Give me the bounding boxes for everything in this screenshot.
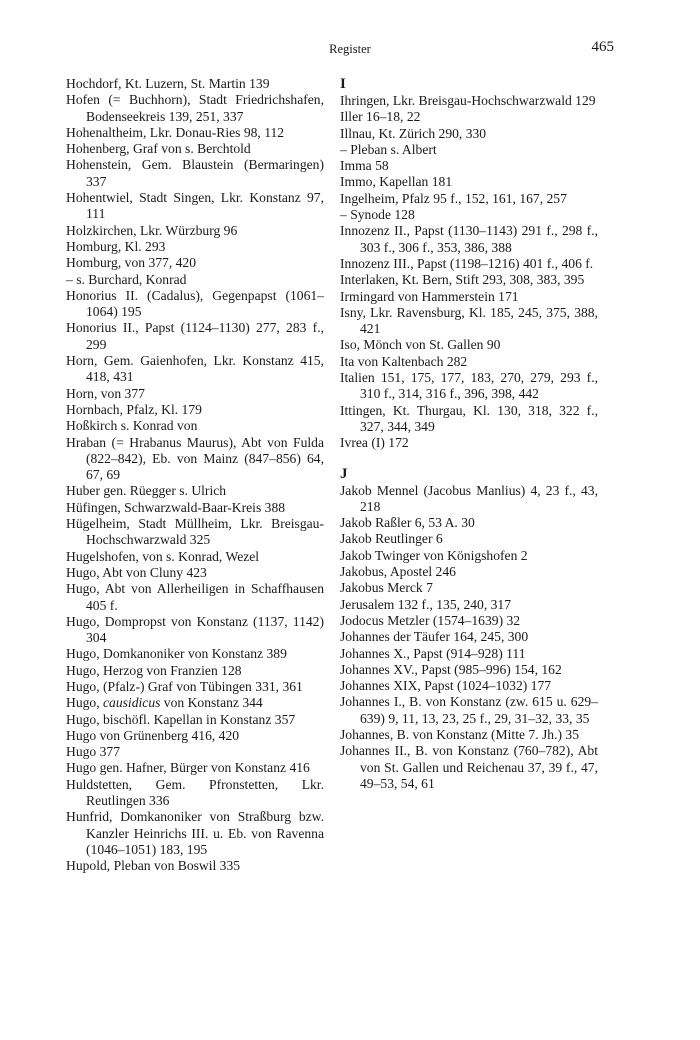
index-entry: Horn, Gem. Gaienhofen, Lkr. Konstanz 415, 418, 431 (66, 353, 324, 385)
index-entry: Italien 151, 175, 177, 183, 270, 279, 293 f., 310 f., 314, 316 f., 396, 398, 442 (340, 370, 598, 402)
index-entry: Homburg, Kl. 293 (66, 238, 166, 254)
index-entry: Johannes, B. von Konstanz (Mitte 7. Jh.) 35 (340, 726, 579, 742)
index-entry: Innozenz II., Papst (1130–1143) 291 f., 298 f., 303 f., 306 f., 353, 386, 388 (340, 223, 598, 255)
index-entry: Jakobus, Apostel 246 (340, 564, 456, 580)
index-column-right (340, 76, 598, 792)
index-entry: Hochdorf, Kt. Luzern, St. Martin 139 (66, 76, 270, 91)
index-entry: Jerusalem 132 f., 135, 240, 317 (340, 596, 512, 612)
index-entry: Hugo gen. Hafner, Bürger von Konstanz 416 (66, 760, 310, 776)
index-entry: Johannes I., B. von Konstanz (zw. 615 u. 629–639) 9, 11, 13, 23, 25 f., 29, 31–32, 33, 35 (340, 694, 598, 726)
index-entry: Innozenz III., Papst (1198–1216) 401 f., 406 f. (340, 255, 594, 271)
index-entry: Hüfingen, Schwarzwald-Baar-Kreis 388 (66, 499, 286, 515)
index-entry: Iller 16–18, 22 (340, 109, 421, 125)
index-entry: Jakob Mennel (Jacobus Manlius) 4, 23 f., 43, 218 (340, 482, 598, 514)
index-entry: Hohenstein, Gem. Blaustein (Bermaringen) 337 (66, 157, 324, 189)
index-entry: Homburg, von 377, 420 (66, 255, 197, 271)
index-entry: Holzkirchen, Lkr. Würzburg 96 (66, 222, 238, 238)
index-entry: Hugo von Grünenberg 416, 420 (66, 727, 240, 743)
index-entry: Horn, von 377 (66, 385, 145, 401)
index-entry: Hunfrid, Domkanoniker von Straßburg bzw. Kanzler Heinrichs III. u. Eb. von Ravenna (1046–1051) 183, 195 (66, 809, 324, 857)
page-number: 465 (591, 39, 614, 55)
index-entry: Hugo, causidicus von Konstanz 344 (66, 695, 263, 711)
index-entry: Hugo, Dompropst von Konstanz (1137, 1142) 304 (66, 613, 324, 646)
index-section-i (340, 93, 598, 452)
index-entry: Iso, Mönch von St. Gallen 90 (340, 337, 501, 353)
index-entry: Imma 58 (340, 158, 389, 174)
index-entry: Hugo, Abt von Allerheiligen in Schaffhausen 405 f. (66, 581, 324, 613)
index-entry: Hohenaltheim, Lkr. Donau-Ries 98, 112 (66, 124, 285, 140)
index-entry: Hornbach, Pfalz, Kl. 179 (66, 401, 202, 417)
index-entry: Hohenberg, Graf von s. Berchtold (66, 141, 251, 157)
index-entry: Hügelheim, Stadt Müllheim, Lkr. Breisgau-Hochschwarzwald 325 (66, 516, 324, 548)
index-entry: Hugelshofen, von s. Konrad, Wezel (66, 548, 260, 564)
index-entry: Isny, Lkr. Ravensburg, Kl. 185, 245, 375, 388, 421 (340, 304, 598, 337)
index-entry: Hugo, Domkanoniker von Konstanz 389 (66, 646, 287, 662)
running-header: Register (329, 42, 371, 56)
index-entry: Huber gen. Rüegger s. Ulrich (66, 483, 227, 499)
index-entry: Jodocus Metzler (1574–1639) 32 (340, 612, 521, 628)
index-entry: Hugo, Abt von Cluny 423 (66, 564, 207, 580)
index-entry: Hugo, (Pfalz-) Graf von Tübingen 331, 361 (66, 678, 303, 694)
section-letter-i: I (340, 76, 346, 92)
index-entry: Johannes XIX, Papst (1024–1032) 177 (340, 678, 552, 694)
index-entry: Jakob Twinger von Königshofen 2 (340, 547, 528, 563)
index-entry: Irmingard von Hammerstein 171 (340, 288, 519, 304)
index-entry: Honorius II. (Cadalus), Gegenpapst (1061–1064) 195 (66, 287, 324, 320)
index-entry: Ivrea (I) 172 (340, 435, 409, 451)
index-entry: Huldstetten, Gem. Pfronstetten, Lkr. Reutlingen 336 (66, 776, 324, 809)
index-entry: Johannes der Täufer 164, 245, 300 (340, 629, 529, 645)
index-entry: Jakob Raßler 6, 53 A. 30 (340, 515, 475, 531)
index-entry: – Synode 128 (340, 207, 415, 223)
index-entry: Hupold, Pleban von Boswil 335 (66, 858, 241, 874)
index-entry: Ihringen, Lkr. Breisgau-Hochschwarzwald 129 (340, 93, 596, 108)
index-entry: Interlaken, Kt. Bern, Stift 293, 308, 383, 395 (340, 272, 585, 288)
index-entry: Ingelheim, Pfalz 95 f., 152, 161, 167, 257 (340, 190, 567, 206)
index-entry: Hugo, Herzog von Franzien 128 (66, 662, 242, 678)
index-entry: Hugo, bischöfl. Kapellan in Konstanz 357 (66, 711, 296, 727)
index-entry: Hoßkirch s. Konrad von (66, 418, 198, 434)
index-entry: Johannes II., B. von Konstanz (760–782), Abt von St. Gallen und Reichenau 37, 39 f., 47, 49–53, 54, 61 (340, 743, 598, 791)
index-entry: – s. Burchard, Konrad (66, 271, 187, 287)
index-entry: Jakobus Merck 7 (340, 580, 433, 596)
index-entry: Jakob Reutlinger 6 (340, 531, 443, 547)
index-entry: – Pleban s. Albert (340, 141, 437, 157)
index-entry: Johannes XV., Papst (985–996) 154, 162 (340, 661, 562, 677)
index-entry: Honorius II., Papst (1124–1130) 277, 283 f., 299 (66, 320, 324, 352)
index-entry: Immo, Kapellan 181 (340, 174, 453, 190)
index-entry: Hraban (= Hrabanus Maurus), Abt von Fulda (822–842), Eb. von Mainz (847–856) 64, 67, 69 (66, 434, 324, 483)
section-letter-j: J (340, 465, 348, 482)
index-entry: Hofen (= Buchhorn), Stadt Friedrichshafen, Bodenseekreis 139, 251, 337 (66, 92, 324, 124)
index-entry: Ittingen, Kt. Thurgau, Kl. 130, 318, 322 f., 327, 344, 349 (340, 402, 598, 434)
index-entry: Hohentwiel, Stadt Singen, Lkr. Konstanz 97, 111 (66, 190, 324, 222)
index-section-j (340, 483, 598, 793)
index-column-left (66, 76, 324, 875)
index-entry: Illnau, Kt. Zürich 290, 330 (340, 125, 487, 141)
index-entry: Johannes X., Papst (914–928) 111 (340, 645, 526, 661)
index-entry: Hugo 377 (66, 744, 120, 760)
index-entry: Ita von Kaltenbach 282 (340, 353, 468, 369)
